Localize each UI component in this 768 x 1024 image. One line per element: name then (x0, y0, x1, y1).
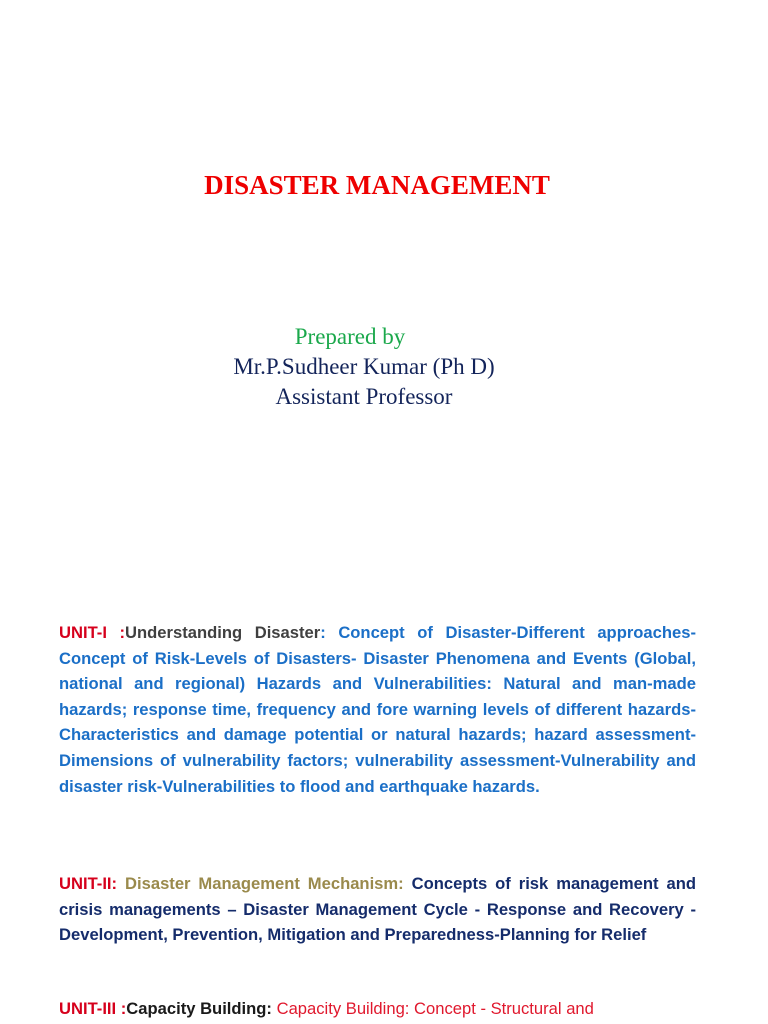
unit-3-heading: Capacity Building: (126, 999, 272, 1018)
unit-1-label: UNIT-I : (59, 623, 126, 642)
unit-3-label: UNIT-III : (59, 999, 127, 1018)
unit-1-separator: : (320, 623, 339, 642)
unit-2-heading: Disaster Management Mechanism: (125, 874, 404, 893)
unit-3-paragraph (59, 996, 696, 1022)
unit-2-paragraph (59, 871, 696, 948)
unit-3-content: Capacity Building: Concept - Structural and (276, 999, 594, 1018)
unit-1-heading: Understanding Disaster (125, 623, 321, 642)
prepared-by-label: Prepared by (294, 324, 406, 349)
author-name: Mr.P.Sudheer Kumar (Ph D) (233, 354, 495, 379)
unit-2-content: Concepts of risk management and crisis managements – Disaster Management Cycle - Response and Recovery - Development, Prevention, Mitigation and Preparedness-Planning for Relief (59, 874, 696, 945)
unit-2-label: UNIT-II: (59, 874, 118, 893)
unit-1-paragraph (59, 620, 696, 799)
author-block (0, 322, 728, 412)
document-title: DISASTER MANAGEMENT (204, 170, 550, 200)
author-designation: Assistant Professor (275, 384, 453, 409)
unit-1-content: Concept of Disaster-Different approaches-Concept of Risk-Levels of Disasters- Disaster Phenomena and Events (Global, national and regional) Hazards and Vulnerabilities: Natural and man-made hazards; response time, frequency and fore warning levels of different hazards-Characteristics and damage potential or natural hazards; hazard assessment-Dimensions of vulnerability factors; vulnerability assessment-Vulnerability and disaster risk-Vulnerabilities to flood and earthquake hazards. (59, 623, 696, 796)
